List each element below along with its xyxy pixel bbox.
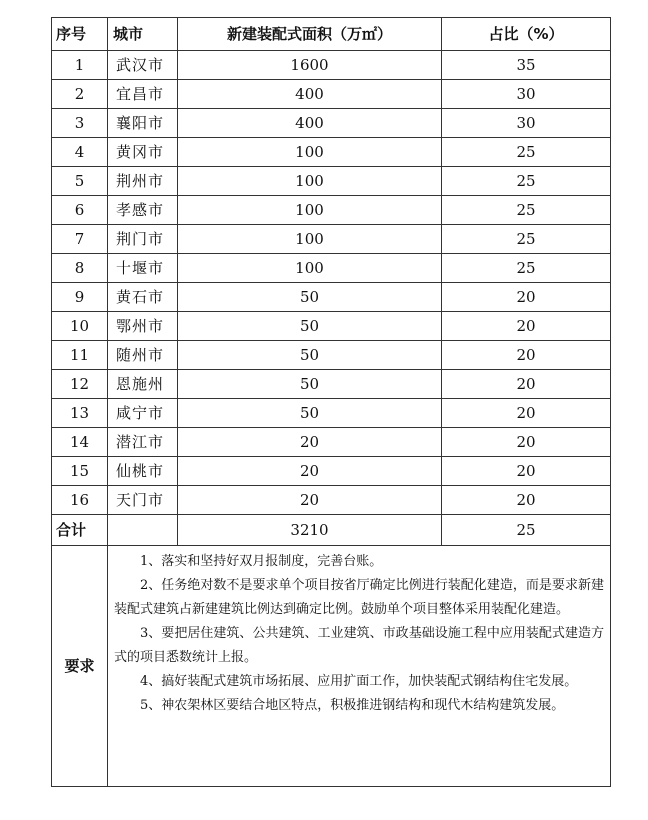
row-share: 30 xyxy=(442,80,611,109)
row-index: 9 xyxy=(52,283,108,312)
requirement-item: 5、神农架林区要结合地区特点，积极推进钢结构和现代木结构建筑发展。 xyxy=(140,698,565,713)
table-row xyxy=(52,138,611,167)
row-index: 13 xyxy=(52,399,108,428)
row-share: 35 xyxy=(442,51,611,80)
table-row xyxy=(52,399,611,428)
row-area: 400 xyxy=(178,109,442,138)
row-share: 20 xyxy=(442,370,611,399)
total-share: 25 xyxy=(442,515,611,546)
row-city: 恩施州 xyxy=(108,370,178,399)
requirement-item: 4、搞好装配式建筑市场拓展、应用扩面工作，加快装配式钢结构住宅发展。 xyxy=(140,674,578,689)
total-label: 合计 xyxy=(52,515,108,546)
row-area: 50 xyxy=(178,312,442,341)
row-index: 3 xyxy=(52,109,108,138)
table-row xyxy=(52,457,611,486)
row-area: 50 xyxy=(178,283,442,312)
table-row xyxy=(52,428,611,457)
requirement-item: 2、任务绝对数不是要求单个项目按省厅确定比例进行装配化建造，而是要求新建装配式建筑占新建建筑比例达到确定比例。鼓励单个项目整体采用装配化建造。 xyxy=(114,578,604,617)
row-index: 16 xyxy=(52,486,108,515)
row-city: 十堰市 xyxy=(108,254,178,283)
requirement-item: 3、要把居住建筑、公共建筑、工业建筑、市政基础设施工程中应用装配式建造方式的项目悉数统计上报。 xyxy=(114,626,604,665)
table-row xyxy=(52,51,611,80)
requirements-label: 要求 xyxy=(52,546,108,787)
requirements-body xyxy=(108,546,611,787)
row-city: 仙桃市 xyxy=(108,457,178,486)
row-area: 50 xyxy=(178,370,442,399)
total-city-cell xyxy=(108,515,178,546)
row-index: 10 xyxy=(52,312,108,341)
row-area: 100 xyxy=(178,138,442,167)
row-index: 5 xyxy=(52,167,108,196)
row-share: 20 xyxy=(442,457,611,486)
row-index: 14 xyxy=(52,428,108,457)
row-city: 随州市 xyxy=(108,341,178,370)
table-row xyxy=(52,80,611,109)
table-body xyxy=(52,51,611,515)
row-city: 咸宁市 xyxy=(108,399,178,428)
row-city: 武汉市 xyxy=(108,51,178,80)
row-index: 8 xyxy=(52,254,108,283)
row-index: 12 xyxy=(52,370,108,399)
row-area: 20 xyxy=(178,457,442,486)
row-area: 50 xyxy=(178,341,442,370)
requirement-item: 1、落实和坚持好双月报制度，完善台账。 xyxy=(140,554,383,569)
requirements-row xyxy=(52,546,611,787)
assembly-building-table xyxy=(51,17,611,787)
total-area: 3210 xyxy=(178,515,442,546)
header-city: 城市 xyxy=(108,18,178,51)
table-row xyxy=(52,225,611,254)
row-index: 6 xyxy=(52,196,108,225)
row-area: 1600 xyxy=(178,51,442,80)
table-header-row xyxy=(52,18,611,51)
row-city: 鄂州市 xyxy=(108,312,178,341)
row-share: 25 xyxy=(442,167,611,196)
row-share: 20 xyxy=(442,341,611,370)
row-share: 20 xyxy=(442,486,611,515)
table-row xyxy=(52,254,611,283)
row-index: 2 xyxy=(52,80,108,109)
row-city: 襄阳市 xyxy=(108,109,178,138)
row-share: 25 xyxy=(442,138,611,167)
row-area: 50 xyxy=(178,399,442,428)
row-index: 11 xyxy=(52,341,108,370)
table-row xyxy=(52,196,611,225)
table-row xyxy=(52,486,611,515)
row-area: 100 xyxy=(178,196,442,225)
row-area: 100 xyxy=(178,254,442,283)
row-city: 黄石市 xyxy=(108,283,178,312)
row-share: 25 xyxy=(442,196,611,225)
row-area: 20 xyxy=(178,486,442,515)
table-row xyxy=(52,312,611,341)
row-city: 荆门市 xyxy=(108,225,178,254)
row-area: 100 xyxy=(178,225,442,254)
table-row xyxy=(52,341,611,370)
row-city: 天门市 xyxy=(108,486,178,515)
row-index: 4 xyxy=(52,138,108,167)
total-row xyxy=(52,515,611,546)
table-row xyxy=(52,109,611,138)
row-city: 黄冈市 xyxy=(108,138,178,167)
row-city: 孝感市 xyxy=(108,196,178,225)
row-area: 20 xyxy=(178,428,442,457)
header-area: 新建装配式面积（万㎡） xyxy=(178,18,442,51)
row-index: 7 xyxy=(52,225,108,254)
row-share: 20 xyxy=(442,312,611,341)
table-row xyxy=(52,283,611,312)
row-area: 100 xyxy=(178,167,442,196)
table-row xyxy=(52,167,611,196)
row-city: 荆州市 xyxy=(108,167,178,196)
row-share: 30 xyxy=(442,109,611,138)
row-area: 400 xyxy=(178,80,442,109)
row-city: 宜昌市 xyxy=(108,80,178,109)
row-share: 20 xyxy=(442,428,611,457)
header-share: 占比（%） xyxy=(442,18,611,51)
table-row xyxy=(52,370,611,399)
row-index: 15 xyxy=(52,457,108,486)
row-share: 25 xyxy=(442,225,611,254)
row-city: 潜江市 xyxy=(108,428,178,457)
row-share: 20 xyxy=(442,399,611,428)
row-index: 1 xyxy=(52,51,108,80)
header-index: 序号 xyxy=(52,18,108,51)
row-share: 20 xyxy=(442,283,611,312)
row-share: 25 xyxy=(442,254,611,283)
